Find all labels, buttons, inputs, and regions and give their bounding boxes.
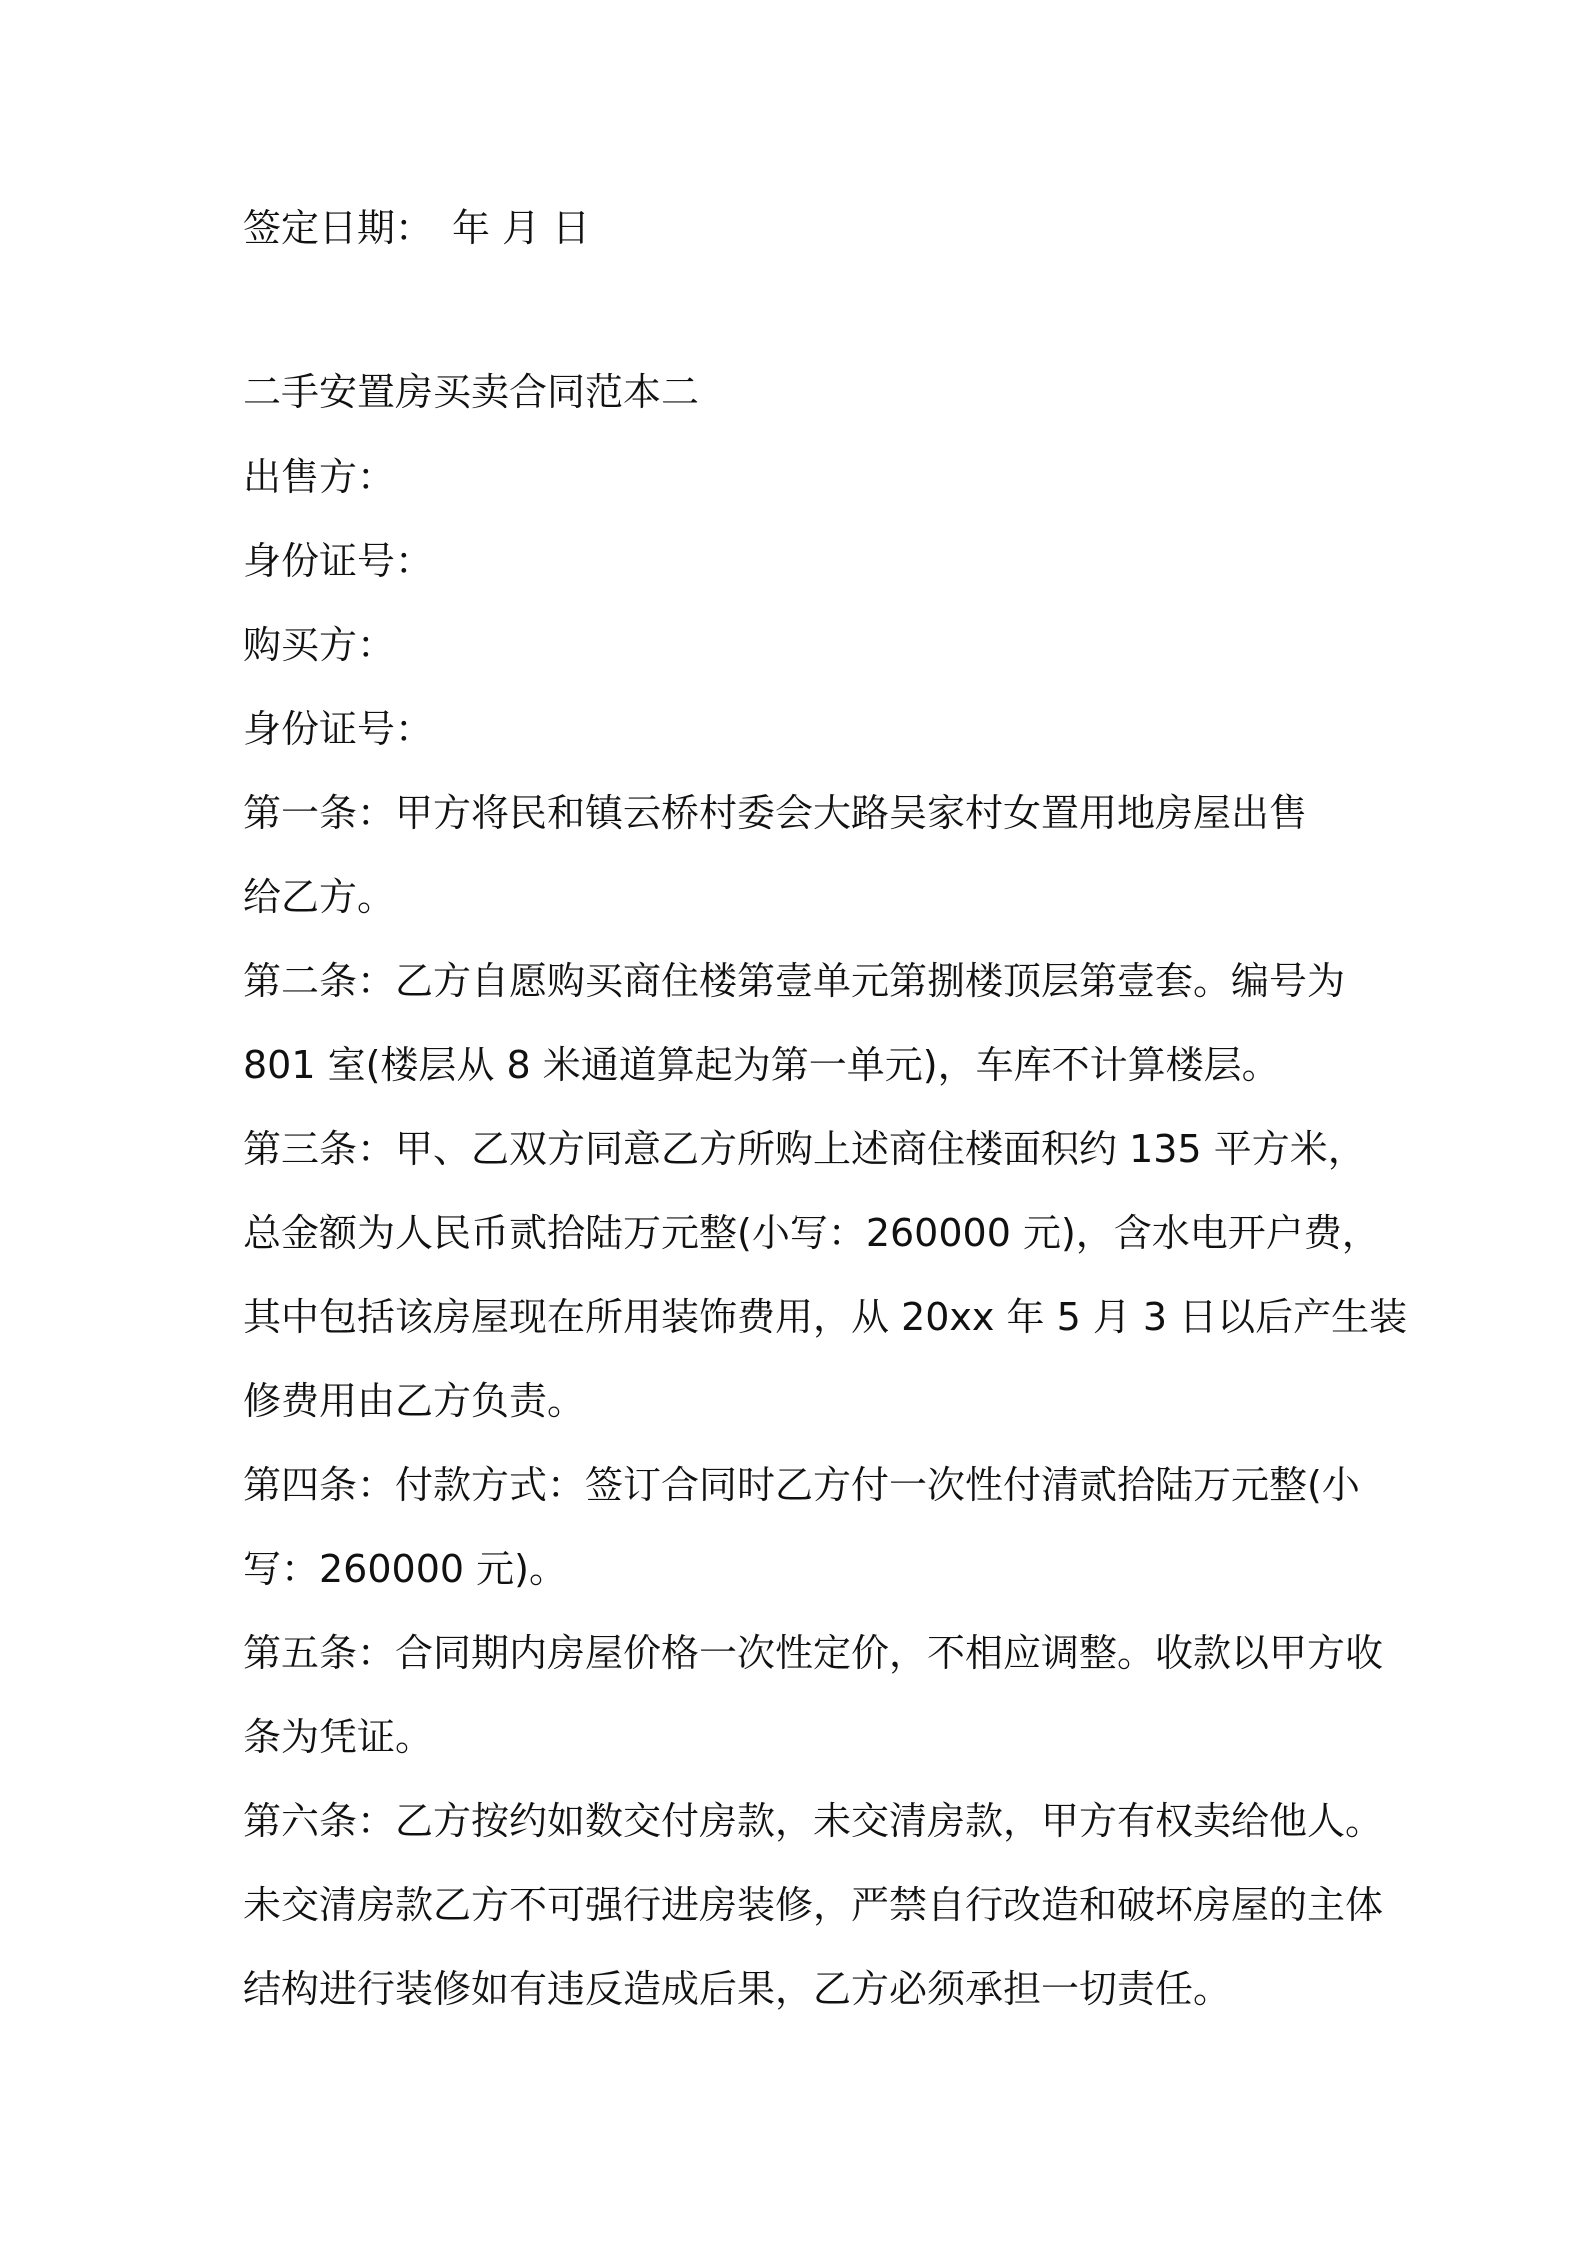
clause-line: 结构进行装修如有违反造成后果，乙方必须承担一切责任。	[243, 1967, 1232, 2011]
seller-id-label: 身份证号：	[243, 539, 434, 583]
clause-line: 未交清房款乙方不可强行进房装修，严禁自行改造和破坏房屋的主体	[243, 1883, 1384, 1927]
clause-line: 修费用由乙方负责。	[243, 1379, 586, 1423]
clause-line: 第四条：付款方式：签订合同时乙方付一次性付清贰拾陆万元整(小	[243, 1463, 1360, 1507]
clause-line: 第三条：甲、乙双方同意乙方所购上述商住楼面积约 135 平方米，	[243, 1127, 1366, 1171]
buyer-id-label: 身份证号：	[243, 707, 434, 751]
clause-line: 801 室(楼层从 8 米通道算起为第一单元)，车库不计算楼层。	[243, 1043, 1280, 1087]
clause-line: 给乙方。	[243, 875, 396, 919]
clause-line: 写：260000 元)。	[243, 1547, 567, 1591]
clause-line: 其中包括该房屋现在所用装饰费用，从 20xx 年 5 月 3 日以后产生装	[243, 1295, 1408, 1339]
clause-line: 总金额为人民币贰拾陆万元整(小写：260000 元)，含水电开户费，	[243, 1211, 1380, 1255]
clause-line: 第五条：合同期内房屋价格一次性定价，不相应调整。收款以甲方收	[243, 1631, 1384, 1675]
sign-date: 签定日期： 年 月 日	[243, 206, 591, 250]
seller-label: 出售方：	[243, 455, 396, 499]
clause-line: 第一条：甲方将民和镇云桥村委会大路吴家村女置用地房屋出售	[243, 791, 1308, 835]
clause-line: 第二条：乙方自愿购买商住楼第壹单元第捌楼顶层第壹套。编号为	[243, 959, 1346, 1003]
clause-line: 条为凭证。	[243, 1715, 434, 1759]
buyer-label: 购买方：	[243, 623, 396, 667]
contract-title: 二手安置房买卖合同范本二	[243, 370, 700, 414]
clause-line: 第六条：乙方按约如数交付房款，未交清房款，甲方有权卖给他人。	[243, 1799, 1384, 1843]
